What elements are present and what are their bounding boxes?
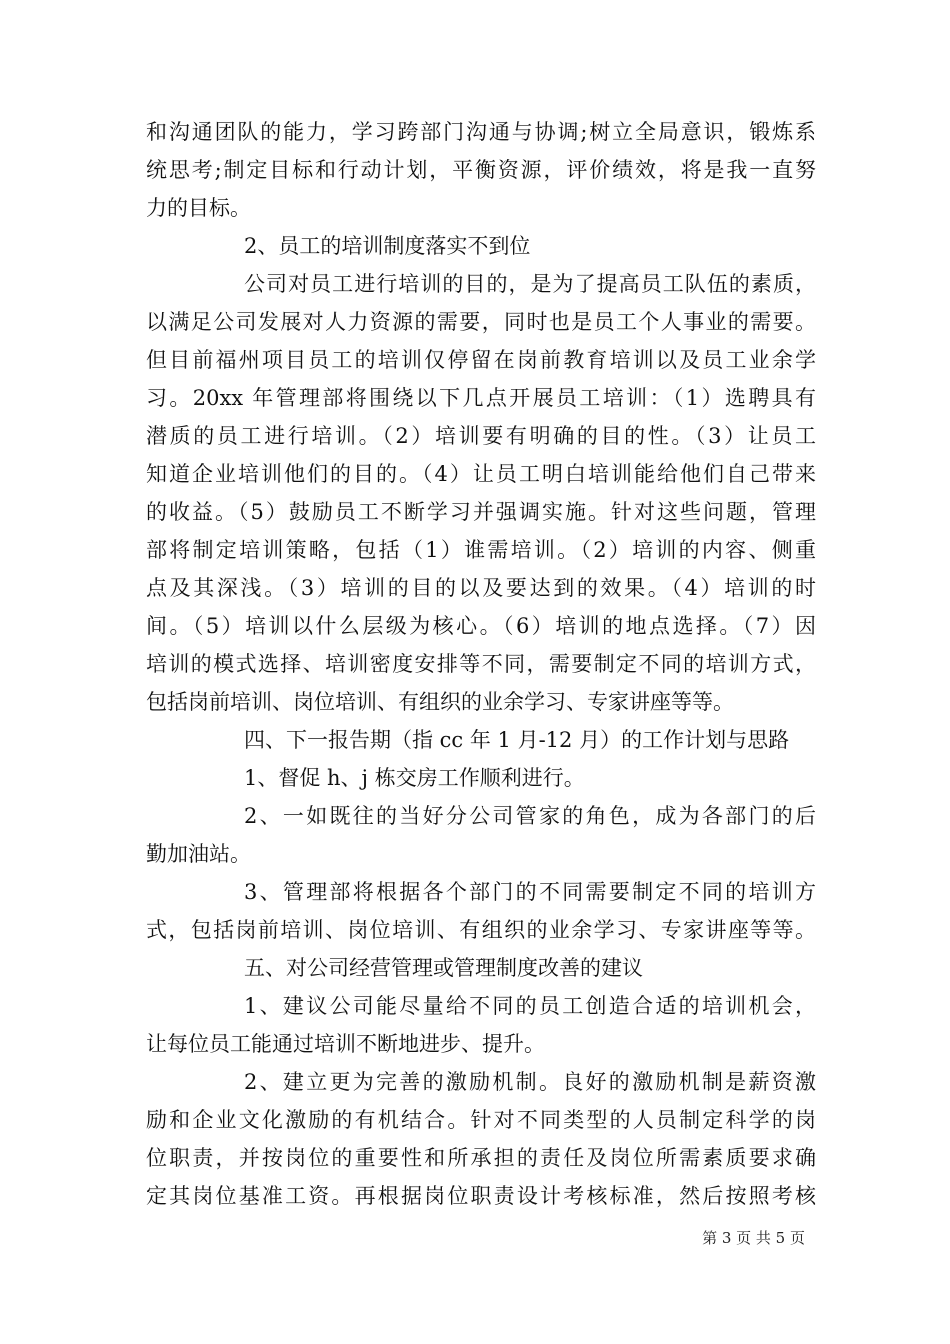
text-line: 式，包括岗前培训、岗位培训、有组织的业余学习、专家讲座等等。	[146, 918, 816, 942]
text-line: 点及其深浅。（3）培训的目的以及要达到的效果。（4）培训的时	[146, 576, 816, 600]
text-line: 习。20xx 年管理部将围绕以下几点开展员工培训：（1）选聘具有	[146, 386, 816, 410]
text-line: 知道企业培训他们的目的。（4）让员工明白培训能给他们自己带来	[146, 462, 816, 486]
text-line: 部将制定培训策略，包括（1）谁需培训。（2）培训的内容、侧重	[146, 538, 816, 562]
text-line: 1、建议公司能尽量给不同的员工创造合适的培训机会，	[244, 994, 816, 1018]
text-line: 力的目标。	[146, 196, 251, 220]
text-line: 以满足公司发展对人力资源的需要，同时也是员工个人事业的需要。	[146, 310, 816, 334]
text-line: 统思考;制定目标和行动计划，平衡资源，评价绩效，将是我一直努	[146, 158, 816, 182]
text-line: 1、督促 h、j 栋交房工作顺利进行。	[244, 766, 585, 790]
text-line: 和沟通团队的能力，学习跨部门沟通与协调;树立全局意识，锻炼系	[146, 120, 816, 144]
page-number-footer: 第 3 页 共 5 页	[702, 1229, 805, 1247]
section-heading: 五、对公司经营管理或管理制度改善的建议	[244, 956, 643, 980]
text-line: 潜质的员工进行培训。（2）培训要有明确的目的性。（3）让员工	[146, 424, 816, 448]
text-line: 励和企业文化激励的有机结合。针对不同类型的人员制定科学的岗	[146, 1108, 816, 1132]
section-heading: 2、员工的培训制度落实不到位	[244, 234, 531, 258]
text-line: 定其岗位基准工资。再根据岗位职责设计考核标准，然后按照考核	[146, 1184, 816, 1208]
text-line: 间。（5）培训以什么层级为核心。（6）培训的地点选择。（7）因	[146, 614, 816, 638]
text-line: 3、管理部将根据各个部门的不同需要制定不同的培训方	[244, 880, 816, 904]
text-line: 的收益。（5）鼓励员工不断学习并强调实施。针对这些问题，管理	[146, 500, 816, 524]
text-line: 但目前福州项目员工的培训仅停留在岗前教育培训以及员工业余学	[146, 348, 816, 372]
text-line: 让每位员工能通过培训不断地进步、提升。	[146, 1032, 545, 1056]
text-line: 位职责，并按岗位的重要性和所承担的责任及岗位所需素质要求确	[146, 1146, 816, 1170]
text-line: 包括岗前培训、岗位培训、有组织的业余学习、专家讲座等等。	[146, 690, 734, 714]
text-line: 2、建立更为完善的激励机制。良好的激励机制是薪资激	[244, 1070, 816, 1094]
text-line: 勤加油站。	[146, 842, 251, 866]
text-line: 培训的模式选择、培训密度安排等不同，需要制定不同的培训方式，	[146, 652, 816, 676]
section-heading: 四、下一报告期（指 cc 年 1 月-12 月）的工作计划与思路	[244, 728, 790, 752]
text-line: 2、一如既往的当好分公司管家的角色，成为各部门的后	[244, 804, 816, 828]
text-line: 公司对员工进行培训的目的，是为了提高员工队伍的素质，	[244, 272, 816, 296]
